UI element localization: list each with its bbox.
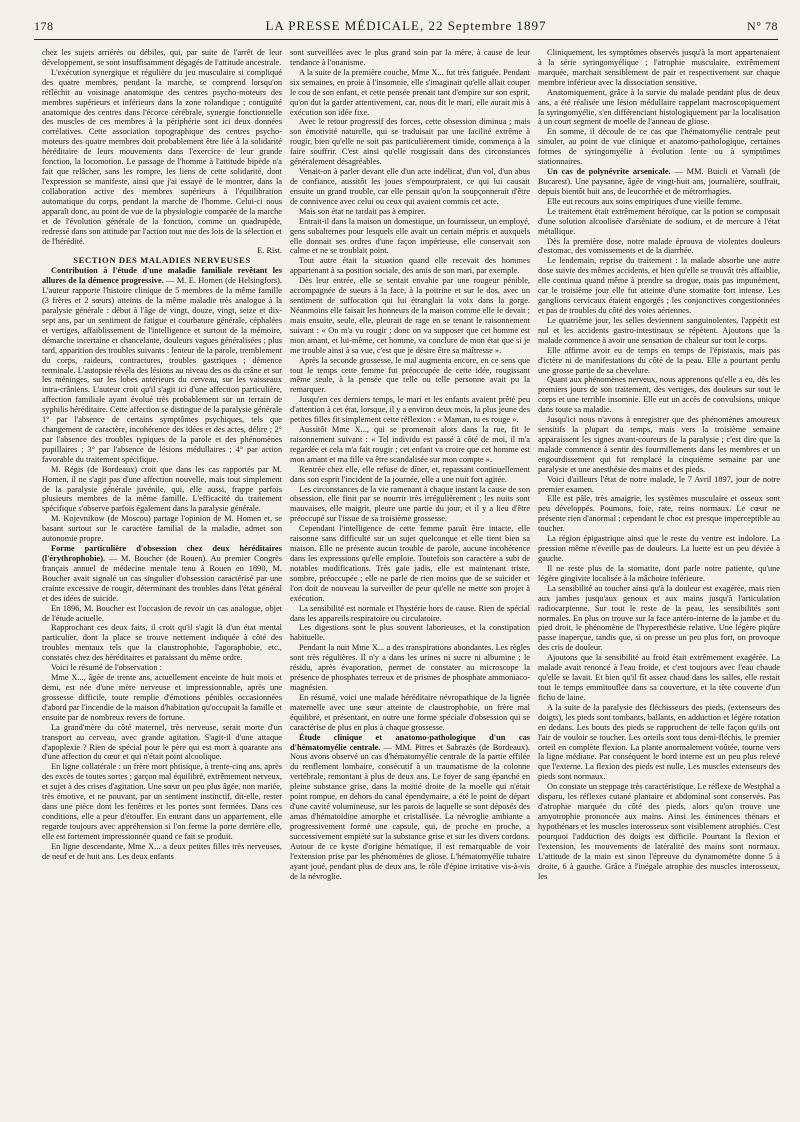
paragraph: A la suite de la première couche, Mme X... fut très fatiguée. Pendant six semaines, en proie à l'insomnie, elle s'imaginait qu'elle allait couper le cou de son enfant, et cette pensée prenait tant d'empire sur son esprit, qu'on dut la garder attentivement, car, nous dit le mari, elle aurait mis à exécution son idée fixe. [290, 67, 530, 117]
article-title: Étude clinique et anatomo-pathologique d'un cas d'hématomyélie centrale. [290, 732, 530, 752]
paragraph: Mme X..., âgée de trente ans, actuellement enceinte de huit mois et demi, est née d'une mère nerveuse et impressionnable, après une grossesse difficile, toute remplie d'émotions pénibles occasionnées d'abord par l'incendie de la maison d'habitation qu'occupait la famille et ensuite par de nombreux revers de fortune. [42, 673, 282, 722]
paragraph: L'exécution synergique et régulière du jeu musculaire si compliqué des quatre membres, pendant la marche, se comprend lorsqu'on réfléchit au voisinage anatomique des centres psycho-moteurs des membres supérieurs et inférieurs dans la zone rolandique ; contiguïté anatomique des centres dans l'écorce cérébrale, synergie fonctionnelle des muscles de ces membres à la périphérie sont ici deux données corrélatives. Cette association topographique des centres psycho-moteurs des quatre membres doit probablement être liée à la solidarité héréditaire de leurs mouvements dans l'exercice de leur grande fonction, la locomotion. Le passage de l'homme à l'attitude bipède n'a fait que relâcher, sans les rompre, les liens de cette solidarité, dont l'expression se manifeste, ainsi que j'ai essayé de le montrer, dans la collaboration active des membres supérieurs à l'équilibration automatique du corps, pendant la marche de l'homme. Celui-ci nous apparaît donc, au point de vue de la physiologie comparée de la marche et de l'évolution générale de la fonction, comme un quadrupède, redressé dans son attitude par l'action tout nue des lois de la sélection et de l'hérédité. [42, 67, 282, 246]
paragraph: La grand'mère du côté maternel, très nerveuse, serait morte d'un transport au cerveau, avec grande agitation. S'agit-il d'une attaque d'apoplexie ? Rien de spécial pour le père qui est mort à quarante ans d'une affection du cœur et qui n'était point alcoolique. [42, 722, 282, 762]
paragraph-text: — M. Boucher (de Rouen). Au premier Congrès français annuel de médecine mentale tenu à Rouen en 1890, M. Boucher avait signalé un cas singulier d'obsession caractérisé par une crainte excessive de rougir, déterminant des troubles dans l'état général et des idées de suicide. [42, 554, 282, 603]
paragraph: La sensibilité est normale et l'hystérie hors de cause. Rien de spécial dans les appareils respiratoire ou circulatoire. [290, 603, 530, 623]
paragraph: Rentrée chez elle, elle refuse de dîner, et, repassant continuellement dans son esprit l'incident de la journée, elle a une nuit fort agitée. [290, 464, 530, 484]
paragraph: Jusqu'ici nous n'avons à enregistrer que des phénomènes amoureux sensitifs la plupart du temps, mais vers la troisième semaine apparaissent les signes avant-coureurs de la paralysie ; c'est dire que la malade commence à sentir des fourmillements dans les membres et un engourdissement qui fut remplacé la cinquième semaine par une paralysie et une anesthésie des mains et des pieds. [538, 415, 780, 474]
issue-number: N° 78 [747, 19, 778, 33]
paragraph: sont surveillées avec le plus grand soin par la mère, à cause de leur tendance à l'onanisme. [290, 48, 530, 67]
article-title: Contribution à l'étude d'une maladie familiale revêtant les allures de la démence progressive. [42, 266, 282, 286]
paragraph [42, 266, 282, 464]
paragraph: Dès leur entrée, elle se sentait envahie par une rougeur pénible, accompagnée de sueurs à la face, à la poitrine et sur le dos, avec un sentiment de suffocation qui lui étranglait la voix dans la gorge. Néanmoins elle faisait les honneurs de la maison comme elle le devait ; mais ensuite, seule, elle, pleurait de rage en se tenant le raisonnement suivant : « On m'a vu rougir ; donc on va supposer que cet homme est mon amant, et lui-même, cet homme, va conclure de mon état que si je me trouble ainsi à sa vue, c'est que je désire être sa maîtresse ». [290, 276, 530, 355]
column-middle [290, 48, 530, 1114]
paragraph: On constate un steppage très caractéristique. Le réflexe de Westphal a disparu, les réflexes cutané plantaire et abdominal sont conservés. Pas d'atrophie marquée du côté des pieds, alors qu'on trouve une amyotrophie prononcée aux mains. Ainsi les éminences thénars et hypothénars et les muscles interosseux sont visiblement atrophiés. C'est pourquoi l'adduction des doigts est difficile. Pourtant la flexion et l'extension, les mouvements de latéralité des mains sont normaux. L'attitude de la main est sinon l'épreuve du dynamomètre donne 5 à droite, 6 à gauche. Grâce à l'inégale atrophie des muscles interosseux, les [538, 782, 780, 881]
article-title: Forme particulière d'obsession chez deux héréditaires (l'érythrophobie). [42, 544, 282, 564]
paragraph-text: — M. E. Homen (de Helsingfors). L'auteur rapporte l'histoire clinique de 5 membres de la même famille (3 frères et 2 sœurs) atteints de la même maladie très analogue à la paralysie générale : début à l'âge de vingt, douze, vingt, seize et dix-sept ans, par un sentiment de fatigue et courbature générale, céphalées et vertiges, affaiblissement de l'intelligence et surtout de la mémoire, démarche incertaine et chancelante, douleurs vagues généralisées ; plus tard, apparition des troubles suivants : lenteur de la parole, tremblement du corps, raideurs, contractures, troubles gastriques ; démence terminale. L'autopsie révéla des lésions au niveau des os du crâne et sur les méninges, sur les lobes antérieurs du cerveau, sur les vaisseaux intra-crâniens. L'auteur croit qu'il s'agit ici d'une affection particulière, affection familiale ayant évolué très probablement sur un terrain de syphilis héréditaire. Cette affection se distingue de la paralysie générale 1° par l'absence de certains symptômes psychiques, tels que changement de caractère, incohérence des idées et des actes, délire ; 2° par l'absence des troubles typiques de la parole et des phénomènes pupillaires ; 3° par l'absence de lésions médullaires ; 4° par action favorable du traitement spécifique. [42, 276, 282, 464]
page-number: 178 [34, 19, 54, 33]
journal-title: LA PRESSE MÉDICALE, 22 Septembre 1897 [265, 18, 547, 33]
page-header [34, 17, 778, 40]
paragraph [538, 167, 780, 197]
paragraph: En ligne collatérale : un frère mort phtisique, à trente-cinq ans, après des excès de toutes sortes ; garçon mal équilibré, extrêmement nerveux, et sujet à des crises d'agitation. Une sœur un peu plus âgée, non mariée, très émotive, et ne pouvant, par un sentiment instinctif, dit-elle, rester dans une pièce dont les fenêtres et les portes sont fermées. Dans ces conditions, elle a peur d'étouffer. En entrant dans un appartement, elle regarde toujours avec appréhension si l'on ferme la porte derrière elle, elle est fortement impressionnée quand ce fait se produit. [42, 762, 282, 841]
paragraph-text: — MM. Pitres et Sabrazès (de Bordeaux). Nous avons observé un cas d'hématomyélie centrale de la partie effilée du renflement lombaire, consécutif à un traumatisme de la colonne vertébrale, remontant à plus de deux ans. Le foyer de sang épanché en pleine substance grise, dans la moitié droite de la moelle qui n'était point rompue, en dehors du canal épendymaire, a été le point de départ d'une cavité volumineuse, sur les parois de laquelle se sont déposés des amas d'hématoïdine amorphe et cristallisée. La névroglie ambiante a progressivement formé une capsule, qui, de proche en proche, a successivement empiété sur la substance grise et sur les divers cordons. Autour de ce kyste d'origine hématique, il est remarquable de voir l'extension prise par les phénomènes de gliose. L'hématomyélie tubaire ayant joué, pendant plus de deux ans, le rôle d'épine irritative vis-à-vis de la névroglie. [290, 742, 530, 881]
column-right [538, 48, 780, 1114]
paragraph: En résumé, voici une malade héréditaire névropathique de la lignée maternelle avec une sœur atteinte de claustrophobie, un frère mal équilibré, et présentant, en outre une forme spéciale d'obsession qui se caractérise de plus en plus à chaque grossesse. [290, 692, 530, 732]
paragraph: Tout autre était la situation quand elle recevait des hommes appartenant à sa position sociale, des amis de son mari, par exemple. [290, 256, 530, 276]
paragraph: Aussitôt Mme X..., qui se promenait alors dans la rue, fit le raisonnement suivant : « Tel individu est passé à côté de moi, il m'a regardée et cela m'a fait rougir ; cet enfant va croire que cet homme est mon amant et ma fille va être scandalisée sur mon compte ». [290, 425, 530, 464]
paragraph: Les digestions sont le plus souvent laborieuses, et la constipation habituelle. [290, 623, 530, 643]
paragraph: En ligne descendante, Mme X... a deux petites filles très nerveuses, de neuf et de huit ans. Les deux enfants [42, 841, 282, 861]
paragraph: Cliniquement, les symptômes observés jusqu'à la mort appartenaient à la série syringomyélique ; l'atrophie musculaire, extrêmement marquée, marchait sensiblement de pair et respectivement sur chaque membre inférieur avec la dissociation sensitive. [538, 48, 780, 87]
author-signature: E. Rist. [257, 246, 282, 256]
paragraph: Entrait-il dans la maison un domestique, un fournisseur, un employé, gens subalternes pour lesquels elle avait un certain mépris et auxquels elle donnait ses ordres d'une façon impérieuse, elle conservait son calme et ne se troublait point. [290, 216, 530, 256]
article-title: Un cas de polynévrite arsenicale. [547, 167, 671, 177]
paragraph: Mais son état ne tardait pas à empirer. [299, 206, 426, 216]
paragraph: Voici le résumé de l'observation : [51, 663, 162, 673]
paragraph: Jusqu'en ces derniers temps, le mari et les enfants avaient prêté peu d'attention à cet état, lorsque, il y a environ deux mois, la plus jeune des petites filles fit simplement cette réflexion : « Maman, tu es rouge ». [290, 395, 530, 425]
paragraph: M. Régis (de Bordeaux) croit que dans les cas rapportés par M. Homen, il ne s'agit pas d'une affection nouvelle, mais tout simplement de la paralysie générale juvénile, qui, elle aussi, frappe parfois plusieurs membres de la même famille. L'efficacité du traitement spécifique s'observe parfois également dans la paralysie générale. [42, 464, 282, 514]
paragraph: Le quatrième jour, les selles deviennent sanguinolentes, l'appétit est nul et les accidents gastro-intestinaux se répètent. Ajoutons que la malade commence à avoir une sensation de chaleur sur tout le corps. [538, 315, 780, 345]
paragraph: Rapprochant ces deux faits, il croit qu'il s'agit là d'un état mental particulier, dont la place se trouve nettement indiquée à côté des troubles mentaux tels que la claustrophobie, l'agoraphobie, etc., constatés chez des héréditaires et paraissant du même ordre. [42, 623, 282, 663]
paragraph: Dès la première dose, notre malade éprouva de violentes douleurs d'estomac, des vomissements et de la diarrhée. [538, 236, 780, 256]
paragraph: Ajoutons que la sensibilité au froid était extrêmement exagérée. La malade avait renoncé à l'eau froide, et c'est toujours avec l'eau chaude qu'elle se lavait. Et bien qu'il fît assez chaud dans les salles, elle restait tout le temps emmitouflée dans sa couverture, et la tête couverte d'un fichu de laine. [538, 653, 780, 702]
paragraph: Avec le retour progressif des forces, cette obsession diminua ; mais son émotivité naturelle, qui se traduisait par une facilité extrême à rougir, bien qu'elle ne soit pas particulièrement timide, commença à la faire souffrir. C'est ainsi qu'elle rougissait dans des circonstances généralement désagréables. [290, 117, 530, 167]
paragraph: M. Kojevnikow (de Moscou) partage l'opinion de M. Homen et, se basant surtout sur le caractère familial de la maladie, admet son autonomie propre. [42, 514, 282, 544]
paragraph: La sensibilité au toucher ainsi qu'à la douleur est exagérée, mais rien aux jambes jusqu'aux genoux et aux mains jusqu'à l'articulation radiocarpienne. Sur tout le reste de la peau, les sensibilités sont normales. En plus on trouve sur la face antéro-interne de la jambe et du pied droit, le phénomène de l'hyperesthésie relative. Une légère piqûre passe inaperçue, tandis que, si on presse un peu plus fort, on provoque des cris de douleur. [538, 583, 780, 653]
paragraph: Quant aux phénomènes nerveux, nous apprenons qu'elle a eu, dès les premiers jours de son traitement, des vertiges, des douleurs sur tout le corps et une terrible insomnie. Elle eut un accès de convulsions, unique dans toute sa maladie. [538, 375, 780, 415]
paragraph: En somme, il découle de ce cas que l'hématomyélie centrale peut simuler, au point de vue clinique et anatomo-pathologique, certaines formes de syringomyélie à évolution lente ou à symptômes stationnaires. [538, 127, 780, 167]
paragraph: Les circonstances de la vie ramenant à chaque instant la cause de son obsession, elle finit par se nourrir très irrégulièrement ; les nuits sont mauvaises, elle maigrit, pleure une partie du jour, et il y a lieu d'être préoccupé sur l'issue de sa troisième grossesse. [290, 484, 530, 524]
paragraph: Elle affirme avoir eu de temps en temps de l'épistaxis, mais pas d'ictère ni de manifestations du côté de la peau. Elle a pourtant perdu une grosse partie de sa chevelure. [538, 345, 780, 375]
paragraph [290, 733, 530, 882]
paragraph: A la suite de la paralysie des fléchisseurs des pieds, (extenseurs des doigts), les pieds sont tombants, ballants, en adduction et légère rotation en dedans. Les bouts des pieds se rapprochent de telle façon qu'ils ont l'air de vouloir se toucher. Les orteils sont tous demi-fléchis, le premier orteil en complète flexion. La plante anormalement voûtée, tourne vers la ligne médiane. Par conséquent le bord interne est un peu plus relevé que l'externe. La flexion des pieds est nulle. Les muscles extenseurs des pieds sont normaux. [538, 702, 780, 782]
paragraph: Le traitement était extrêmement héroïque, car la potion se composait d'une solution alcoolisée d'arséniate de sodium, et de mercure à l'état métallique. [538, 206, 780, 236]
paragraph: En 1896, M. Boucher est l'occasion de revoir un cas analogue, objet de l'étude actuelle. [42, 603, 282, 623]
paragraph: Cependant l'intelligence de cette femme paraît être intacte, elle raisonne sans difficulté sur un sujet quelconque et elle tient bien sa maison. Elle ne présente aucun trouble de parole, aucune incohérence dans les expressions qu'elle emploie. Toutefois son caractère a subi de notables modifications. Très gaie jadis, elle est maintenant triste, sombre, préoccupée ; elle ne parle de rien moins que de se suicider et l'on doit de nouveau la surveiller de peur qu'elle ne mette son projet à exécution. [290, 524, 530, 603]
column-left [42, 48, 282, 1114]
section-title: SECTION DES MALADIES NERVEUSES [73, 255, 251, 266]
paragraph: Elle est pâle, très amaigrie, les systèmes musculaire et osseux sont peu développés. Poumons, foie, rate, reins normaux. Le cœur ne présente rien d'anormal ; cependant le choc est presque imperceptible au toucher. [538, 494, 780, 534]
paragraph: Après la seconde grossesse, le mal augmenta encore, en ce sens que tout le temps cette femme fut préoccupée de cette idée, rougissant même seule, à la pensée que telle ou telle personne avait pu la remarquer. [290, 355, 530, 395]
paragraph: chez les sujets arriérés ou débiles, qui, par suite de l'arrêt de leur développement, se sont insuffisamment dégagés de l'attitude ancestrale. [42, 48, 282, 67]
paragraph: Voici d'ailleurs l'état de notre malade, le 7 Avril 1897, jour de notre premier examen. [538, 474, 780, 494]
paragraph-text: — MM. Buicli et Varnali (de Bucarest). Une paysanne, âgée de vingt-huit ans, journalière, souffrait, depuis bientôt huit ans, de leucorrhée et de métrorrhagies. [538, 167, 780, 196]
paragraph: Venait-on à parler devant elle d'un acte indélicat, d'un vol, d'un abus de confiance, aussitôt les joues s'empourpraient, ce qui lui causait ensuite un grand trouble, car elle pensait qu'on la soupçonnerait d'être de connivence avec celui ou ceux qui avaient commis cet acte. [290, 167, 530, 206]
paragraph: Il ne reste plus de la stomatite, dont parle notre patiente, qu'une légère gingivite localisée à la mâchoire inférieure. [538, 563, 780, 583]
paragraph: Pendant la nuit Mme X... a des transpirations abondantes. Les règles sont très régulières. Il n'y a dans les urines ni sucre ni albumine ; le résidu, après évaporation, permet de constater au microscope la présence de phosphates terreux et de prismes de phosphate ammoniaco-magnésien. [290, 643, 530, 692]
paragraph: Le lendemain, reprise du traitement : la malade absorbe une autre dose suivie des mêmes accidents, et bien qu'elle se trouvât très affaiblie, elle continua quand même à prendre sa drogue, mais pas impunément, car le troisième jour elle fut atteinte d'une stomatite fort intense. Les ganglions cervicaux étaient engorgés ; les conjonctives congestionnées et pas de troubles du côté des voies aériennes. [538, 256, 780, 315]
paragraph: Elle eut recours aux soins empiriques d'une vieille femme. [547, 196, 742, 206]
paragraph: La région épigastrique ainsi que le reste du ventre est indolore. La pression même n'éveille pas de douleurs. La luette est un peu déviée à gauche. [538, 534, 780, 564]
paragraph: Anatomiquement, grâce à la survie du malade pendant plus de deux ans, a été réalisée une lésion médullaire rappelant macroscopiquement la syringomyélie, s'en différenciant histologiquement par la localisation à un court segment de moelle de l'anneau de gliose. [538, 87, 780, 127]
paragraph [42, 544, 282, 604]
